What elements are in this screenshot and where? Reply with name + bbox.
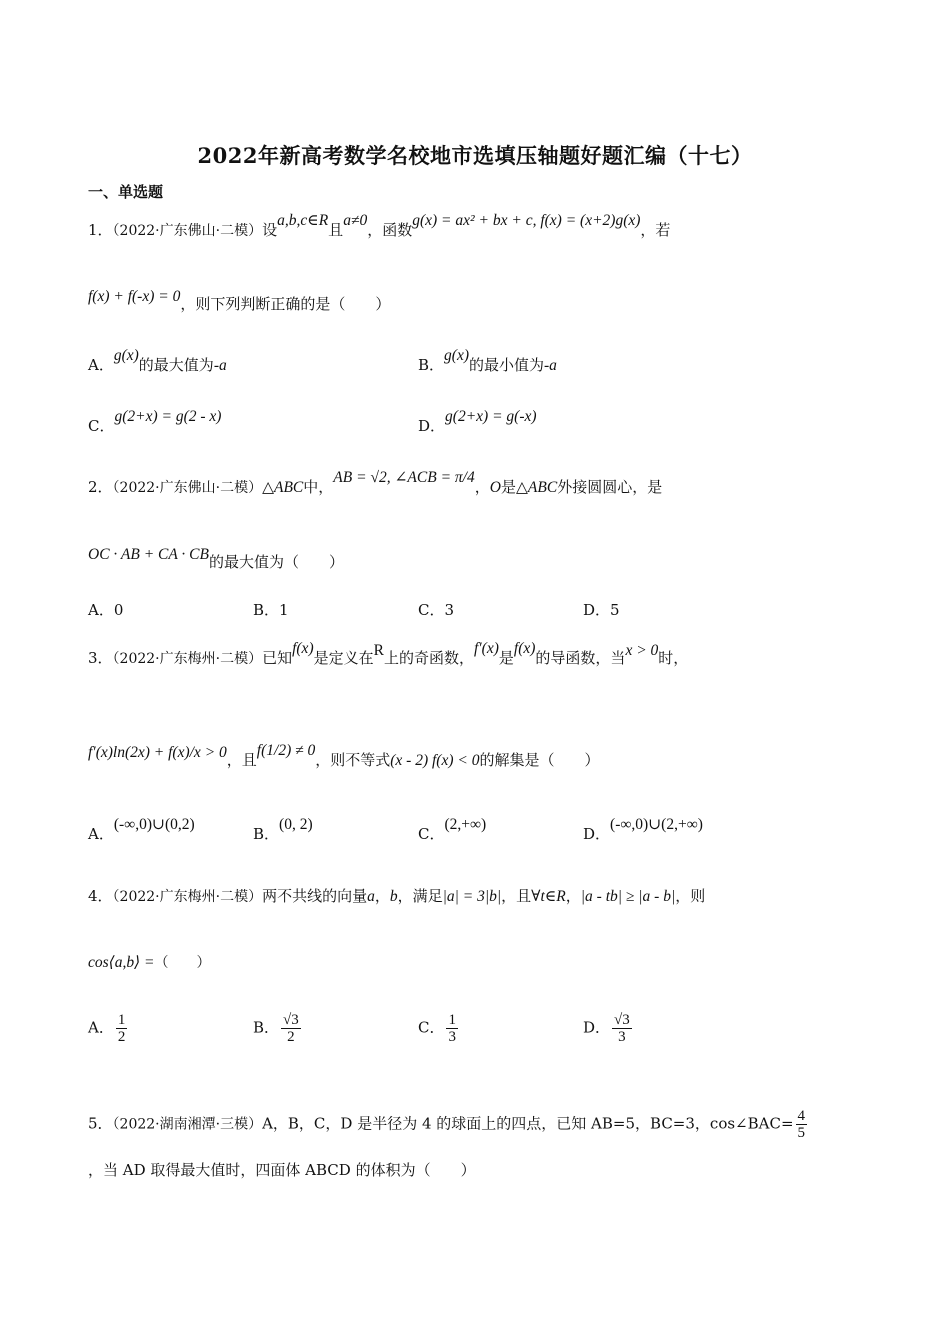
- math-expression: f′(x): [473, 640, 499, 657]
- option-d: D．g(2+x) = g(-x): [418, 408, 537, 435]
- question-5-line-1: 5．（2022·湖南湘潭·三模）A，B，C，D 是半径为 4 的球面上的四点，已知 AB=5，BC=3，cos∠BAC= $\frac{4}{5}$: [88, 1108, 806, 1141]
- math-expression: AB = √2, ∠ACB = π/4: [333, 469, 475, 486]
- math-expression: △ABC: [515, 479, 558, 496]
- math-expression: g(x): [113, 347, 139, 364]
- question-5-line-2: ，当 AD 取得最大值时，四面体 ABCD 的体积为（ ）: [88, 1161, 476, 1179]
- question-3-line-2: f′(x)ln(2x) + f(x)/x > 0，且f(1/2) ≠ 0，则不等式(x - 2) f(x) < 0的解集是（ ）: [88, 742, 600, 769]
- math-expression: x > 0: [625, 642, 659, 659]
- option-d: D．5: [583, 601, 620, 619]
- question-source: （2022·湖南湘潭·三模）: [112, 1116, 263, 1133]
- question-4-line-2: cos⟨a,b⟩ =（ ）: [88, 954, 211, 971]
- option-c: C． $\frac{1}{3}$: [418, 1012, 456, 1045]
- math-expression: f(1/2) ≠ 0: [256, 742, 316, 759]
- math-expression: g(x) = ax² + bx + c, f(x) = (x+2)g(x): [412, 212, 641, 229]
- option-b: B．g(x)的最小值为-a: [418, 347, 557, 374]
- question-source: （2022·广东佛山·二模）: [112, 480, 263, 496]
- fraction: $\frac{1}{2}$: [117, 1012, 126, 1045]
- math-expression: (0, 2): [279, 816, 313, 833]
- math-expression: (-∞,0)∪(0,2): [113, 816, 195, 833]
- fraction: $\frac{4}{5}$: [797, 1108, 806, 1141]
- question-number: 1．: [88, 221, 113, 239]
- option-a: A． $\frac{1}{2}$: [88, 1012, 126, 1045]
- question-number: 5．: [88, 1114, 113, 1133]
- math-expression: cos⟨a,b⟩ =: [88, 954, 155, 971]
- question-source: （2022·广东梅州·二模）: [112, 651, 263, 667]
- math-expression: g(2+x) = g(-x): [445, 408, 537, 425]
- option-d: D．(-∞,0)∪(2,+∞): [583, 816, 703, 843]
- math-expression: a≠0: [343, 212, 368, 229]
- question-number: 2．: [88, 478, 113, 496]
- math-expression: (x - 2) f(x) < 0: [390, 752, 480, 769]
- math-expression: △ABC: [262, 479, 304, 496]
- math-expression: ∀t∈R: [531, 888, 566, 905]
- question-number: 3．: [88, 649, 113, 667]
- option-c: C．(2,+∞): [418, 816, 487, 843]
- option-a: A．g(x)的最大值为-a: [88, 347, 227, 374]
- math-expression: (-∞,0)∪(2,+∞): [610, 816, 703, 833]
- question-4-line-1: 4．（2022·广东梅州·二模）两不共线的向量a，b，满足|a| = 3|b|，且∀t∈R，|a - tb| ≥ |a - b|，则: [88, 887, 706, 905]
- option-c: C．g(2+x) = g(2 - x): [88, 408, 222, 435]
- math-expression: a,b,c∈R: [277, 212, 329, 229]
- option-c: C．3: [418, 601, 455, 619]
- question-3-line-1: 3．（2022·广东梅州·二模）已知f(x)是定义在R上的奇函数，f′(x)是f(x)的导函数，当x > 0时，: [88, 640, 689, 667]
- fraction: $\frac{√3}{2}$: [283, 1012, 299, 1045]
- math-expression: f(x): [513, 640, 536, 657]
- question-2-line-2: OC · AB + CA · CB的最大值为（ ）: [88, 546, 344, 571]
- question-1-line-2: f(x) + f(-x) = 0，则下列判断正确的是（ ）: [88, 288, 391, 313]
- option-b: B．1: [253, 601, 289, 619]
- fraction: $\frac{1}{3}$: [448, 1012, 456, 1045]
- math-expression: |a - tb| ≥ |a - b|: [580, 888, 676, 905]
- question-1-line-1: 1．（2022·广东佛山·二模）设a,b,c∈R且a≠0，函数g(x) = ax² + bx + c, f(x) = (x+2)g(x)，若: [88, 212, 671, 239]
- option-b: B．(0, 2): [253, 816, 313, 843]
- math-expression: R: [373, 642, 384, 659]
- math-expression: f′(x)ln(2x) + f(x)/x > 0: [88, 744, 227, 761]
- question-number: 4．: [88, 887, 113, 905]
- question-2-line-1: 2．（2022·广东佛山·二模）△ABC中，AB = √2, ∠ACB = π/4，O是△ABC外接圆圆心，是: [88, 469, 663, 496]
- option-d: D． $\frac{√3}{3}$: [583, 1012, 630, 1045]
- math-expression: b: [389, 888, 398, 905]
- math-expression: f(x) + f(-x) = 0: [88, 288, 181, 305]
- option-a: A．(-∞,0)∪(0,2): [88, 816, 195, 843]
- option-a: A．0: [88, 601, 124, 619]
- question-source: （2022·广东佛山·二模）: [112, 223, 263, 239]
- math-expression: OC · AB + CA · CB: [88, 546, 209, 563]
- math-expression: |a| = 3|b|: [442, 888, 502, 905]
- math-expression: O: [489, 479, 501, 496]
- math-expression: g(2+x) = g(2 - x): [114, 408, 222, 425]
- math-expression: f(x): [292, 640, 314, 657]
- option-b: B． $\frac{√3}{2}$: [253, 1012, 299, 1045]
- math-expression: (2,+∞): [444, 816, 487, 833]
- section-heading: 一、单选题: [88, 183, 164, 201]
- document-title: 2022年新高考数学名校地市选填压轴题好题汇编（十七）: [197, 143, 753, 168]
- fraction: $\frac{√3}{3}$: [614, 1012, 630, 1045]
- question-source: （2022·广东梅州·二模）: [112, 889, 263, 905]
- math-expression: g(x): [444, 347, 469, 364]
- math-expression: a: [367, 888, 375, 905]
